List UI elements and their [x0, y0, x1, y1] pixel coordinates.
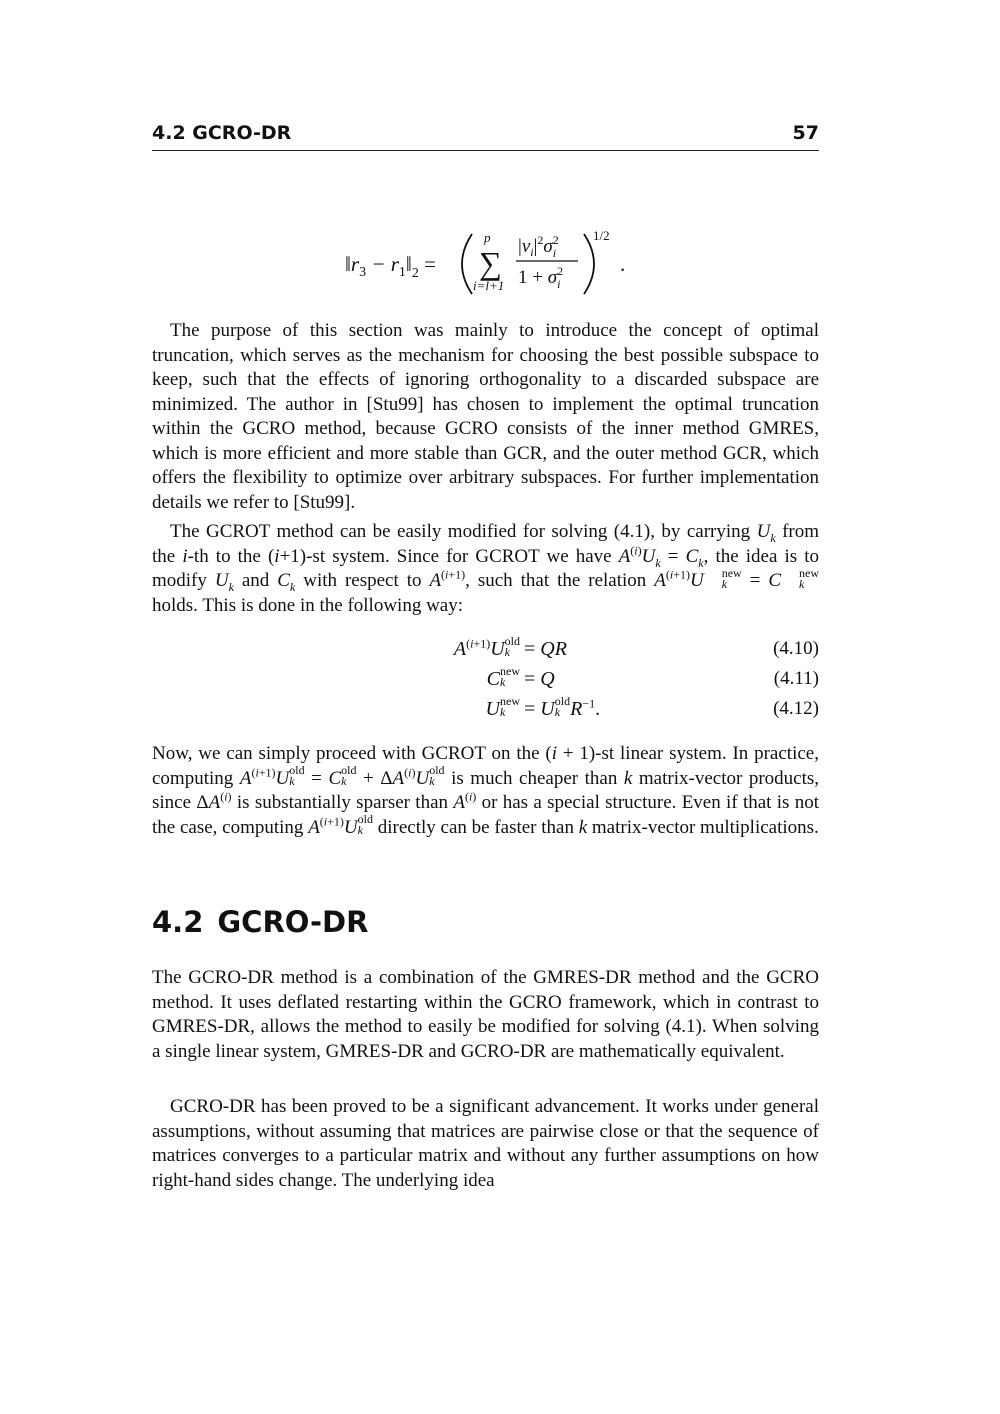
- equation-4-10: $A^{(i+1)}U$ old k = QR (4.10): [453, 634, 819, 660]
- equation-number: (4.12): [773, 698, 819, 719]
- equation-4-12: U new k = U old k $R^{-1}$. (4.12): [485, 694, 819, 720]
- paragraph-gcro-dr-intro: The GCRO-DR method is a combination of the GMRES-DR method and the GCRO method. It uses deflated restarting within the GCRO framework, which in contrast to GMRES-DR, allows the method to easily be modified for solving (4.1). When solving a single linear system, GMRES-DR and GCRO-DR are mathematically equivalent.: [152, 967, 819, 1062]
- equation-block: [152, 634, 819, 728]
- section-number: 4.2: [152, 905, 204, 939]
- paragraph-optimal-truncation: The purpose of this section was mainly to introduce the concept of optimal truncation, which serves as the mechanism for choosing the best possible subspace to keep, such that the effects of ignoring orthogonality to a discarded subspace are minimized. The author in [Stu99] has chosen to implement the optimal truncation within the GCRO method, because GCRO consists of the inner method GMRES, which is more efficient and more stable than GCR, and the outer method GCR, which offers the flexibility to optimize over arbitrary subspaces. For further implementation details we refer to [Stu99].: [152, 320, 819, 513]
- section-heading: [152, 905, 368, 939]
- paragraph-gcro-dr-advancement: GCRO-DR has been proved to be a significant advancement. It works under general assumptions, without assuming that matrices are pairwise close or that the sequence of matrices converges to a particular matrix and without any further assumptions on how right-hand sides change. The underlying idea: [152, 1096, 819, 1191]
- sum-lower-limit: i=l+1: [473, 278, 505, 293]
- sum-upper-limit: p: [484, 230, 491, 245]
- summation-symbol: ∑: [479, 245, 502, 281]
- equation-period: .: [620, 252, 626, 276]
- equation-number: (4.11): [773, 668, 819, 689]
- fraction-denominator: $1 + \sigma^2$ i: [518, 264, 564, 291]
- paragraph-gcrot-practice: Now, we can simply proceed with GCROT on the (i + 1)-st linear system. In practice, computing $A^{(i+1)}U$ old k = C old k + $\Delta A^{(i)}U$ old k is much cheaper than k matrix-vector products, since ΔA$^{(i)}$ is substantially sparser than $A^{(i)}$ or has a special structure. Even if that is not the case, computing $A^{(i+1)}U$ old k directly can be faster than k matrix-vector multiplications.: [152, 743, 820, 838]
- equation-lhs: $‖r_3$ − $r_1‖_2$ =: [345, 252, 436, 281]
- section-title: GCRO-DR: [217, 905, 369, 939]
- equation-number: (4.10): [773, 638, 819, 659]
- display-equation: [340, 228, 660, 308]
- header-page-number: 57: [792, 122, 819, 144]
- running-header: [152, 122, 819, 151]
- fraction-numerator: $|\nu_i|^2\sigma^2$ i: [518, 233, 559, 260]
- paragraph-gcrot-modification: The GCROT method can be easily modified for solving (4.1), by carrying $U_k$ from the i-th to the (i+1)-st system. Since for GCROT we have $A^{(i)}U_k = C_k$, the idea is to modify $U_k$ and $C_k$ with respect to $A^{(i+1)}$, such that the relation $A^{(i+1)}U$ new k = C new k holds. This is done in the following way:: [152, 521, 820, 616]
- header-section-title: 4.2 GCRO-DR: [152, 122, 292, 144]
- equation-4-11: C new k = Q (4.11): [486, 664, 819, 690]
- exponent: 1/2: [593, 228, 610, 243]
